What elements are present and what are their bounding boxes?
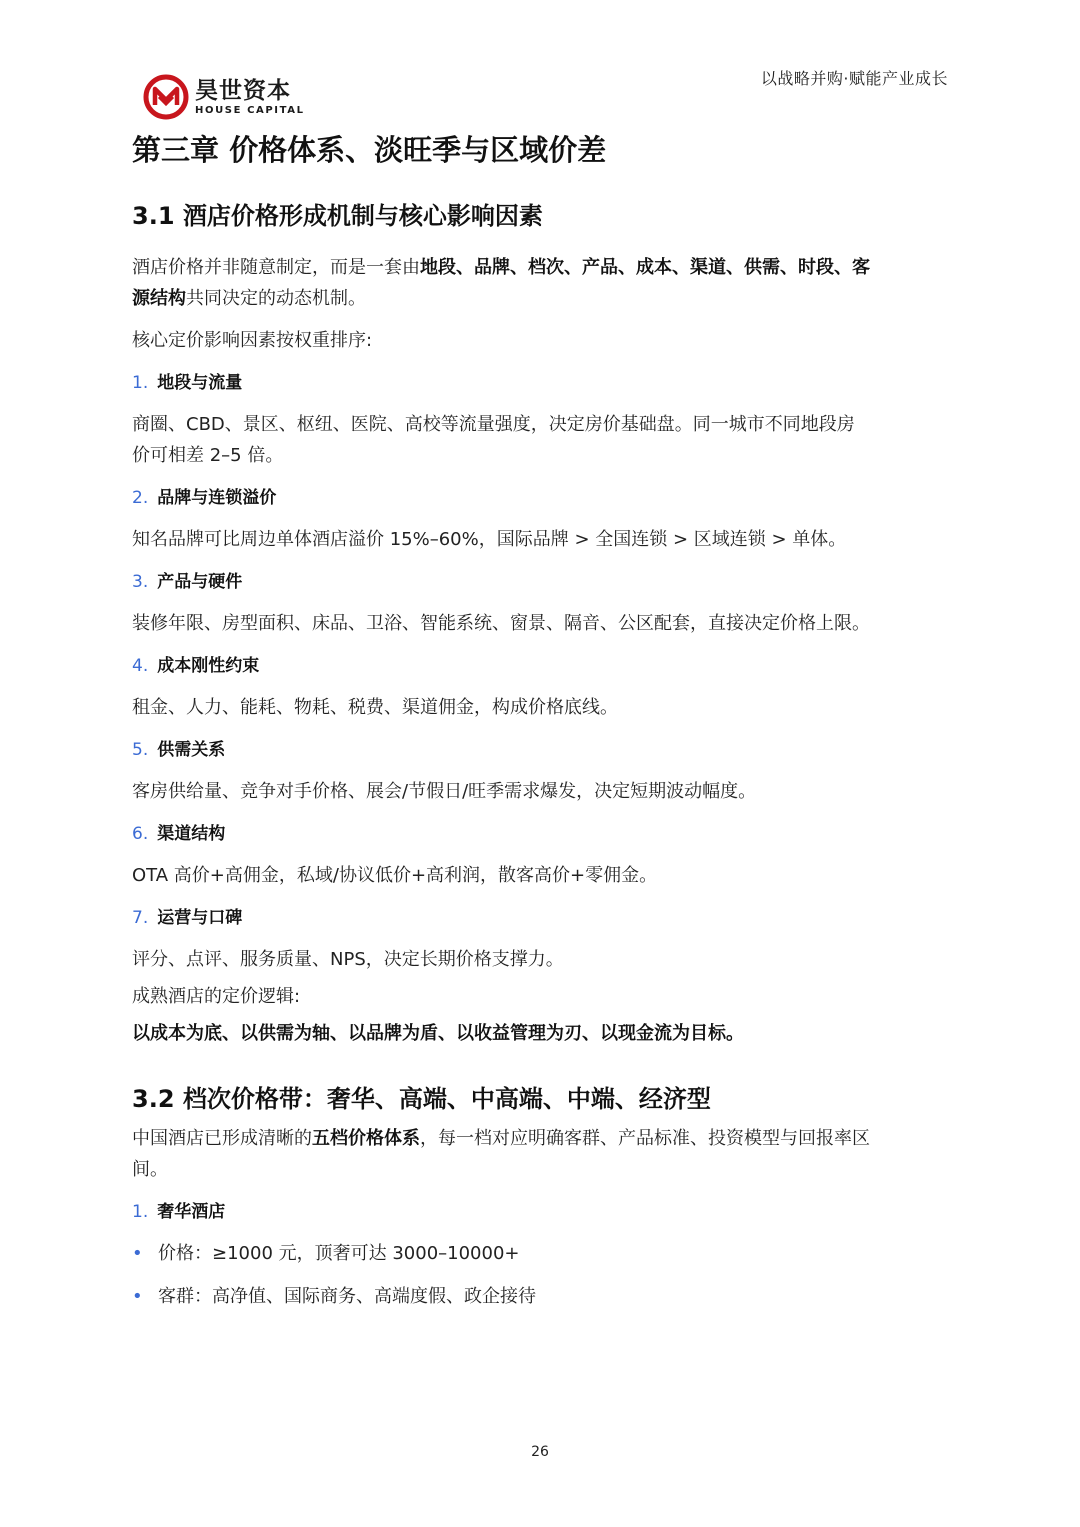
factor-heading	[132, 904, 952, 932]
factor-title: 成本刚性约束	[157, 656, 260, 676]
factor-description: 知名品牌可比周边单体酒店溢价 15%–60%，国际品牌 > 全国连锁 > 区域连锁 > 单体。	[132, 529, 847, 550]
page-number: 26	[531, 1444, 549, 1460]
intro-bold-text: 地段、品牌、档次、产品、成本、渠道、供需、时段、客	[420, 257, 870, 278]
factor-description: 装修年限、房型面积、床品、卫浴、智能系统、窗景、隔音、公区配套，直接决定价格上限。	[132, 613, 870, 634]
bullet-item	[132, 1281, 952, 1312]
factor-heading	[132, 369, 952, 397]
desc-line: 价可相差 2–5 倍。	[132, 445, 284, 466]
section-3-2-title: 3.2 档次价格带：奢华、高端、中高端、中端、经济型	[132, 1085, 711, 1113]
list-item	[132, 820, 952, 891]
factor-title: 产品与硬件	[157, 572, 243, 592]
bullet-text: 客群：高净值、国际商务、高端度假、政企接待	[158, 1286, 536, 1307]
desc-line: 商圈、CBD、景区、枢纽、医院、高校等流量强度，决定房价基础盘。同一城市不同地段房	[132, 414, 855, 435]
item-number: 1.	[132, 373, 149, 393]
logo-mark-icon	[143, 74, 189, 120]
item-number: 3.	[132, 572, 149, 592]
intro-text: 酒店价格并非随意制定，而是一套由	[132, 257, 420, 278]
list-item	[132, 736, 952, 807]
factor-description	[132, 409, 952, 471]
factor-heading	[132, 484, 952, 512]
tier-heading	[132, 1198, 952, 1226]
section-3-1-title: 3.1 酒店价格形成机制与核心影响因素	[132, 202, 543, 230]
logo-chinese-name: 昊世资本	[195, 77, 291, 104]
page-content	[132, 128, 952, 1312]
factor-title: 渠道结构	[157, 824, 226, 844]
factor-description: 评分、点评、服务质量、NPS，决定长期价格支撑力。	[132, 949, 564, 970]
section-3-1-intro	[132, 252, 952, 314]
intro-text-cont: 间。	[132, 1159, 168, 1180]
bullet-icon: •	[132, 1243, 143, 1264]
list-item	[132, 484, 952, 555]
ranking-intro: 核心定价影响因素按权重排序:	[132, 330, 373, 351]
bullet-icon: •	[132, 1286, 143, 1307]
factor-title: 运营与口碑	[157, 908, 243, 928]
factor-description: 租金、人力、能耗、物耗、税费、渠道佣金，构成价格底线。	[132, 697, 618, 718]
factor-heading	[132, 652, 952, 680]
item-number: 6.	[132, 824, 149, 844]
tier-title: 奢华酒店	[157, 1202, 226, 1222]
intro-text: 中国酒店已形成清晰的	[132, 1128, 312, 1149]
intro-text-end: 共同决定的动态机制。	[186, 288, 366, 309]
factor-list	[132, 369, 952, 975]
bullet-text: 价格：≥1000 元，顶奢可达 3000–10000+	[158, 1243, 520, 1264]
item-number: 5.	[132, 740, 149, 760]
list-item	[132, 369, 952, 471]
list-item	[132, 568, 952, 639]
factor-heading	[132, 568, 952, 596]
chapter-title: 第三章 价格体系、淡旺季与区域价差	[132, 133, 607, 167]
section-3-2-intro	[132, 1123, 952, 1185]
bullet-item	[132, 1238, 952, 1269]
factor-description: 客房供给量、竞争对手价格、展会/节假日/旺季需求爆发，决定短期波动幅度。	[132, 781, 757, 802]
item-number: 2.	[132, 488, 149, 508]
intro-bold-text: 五档价格体系	[312, 1128, 420, 1149]
factor-title: 供需关系	[157, 740, 226, 760]
factor-heading	[132, 736, 952, 764]
pricing-logic-intro: 成熟酒店的定价逻辑:	[132, 986, 301, 1007]
intro-bold-text-cont: 源结构	[132, 288, 186, 309]
item-number: 4.	[132, 656, 149, 676]
factor-description: OTA 高价+高佣金，私域/协议低价+高利润，散客高价+零佣金。	[132, 865, 658, 886]
header-slogan: 以战略并购·赋能产业成长	[760, 69, 948, 88]
logo-english-name: HOUSE CAPITAL	[195, 104, 305, 116]
house-capital-logo	[143, 74, 305, 120]
pricing-logic-statement: 以成本为底、以供需为轴、以品牌为盾、以收益管理为刃、以现金流为目标。	[132, 1023, 744, 1044]
factor-title: 地段与流量	[157, 373, 243, 393]
intro-text-end: ，每一档对应明确客群、产品标准、投资模型与回报率区	[420, 1128, 870, 1149]
item-number: 7.	[132, 908, 149, 928]
list-item	[132, 652, 952, 723]
factor-heading	[132, 820, 952, 848]
list-item	[132, 904, 952, 975]
factor-title: 品牌与连锁溢价	[157, 488, 277, 508]
item-number: 1.	[132, 1202, 149, 1222]
